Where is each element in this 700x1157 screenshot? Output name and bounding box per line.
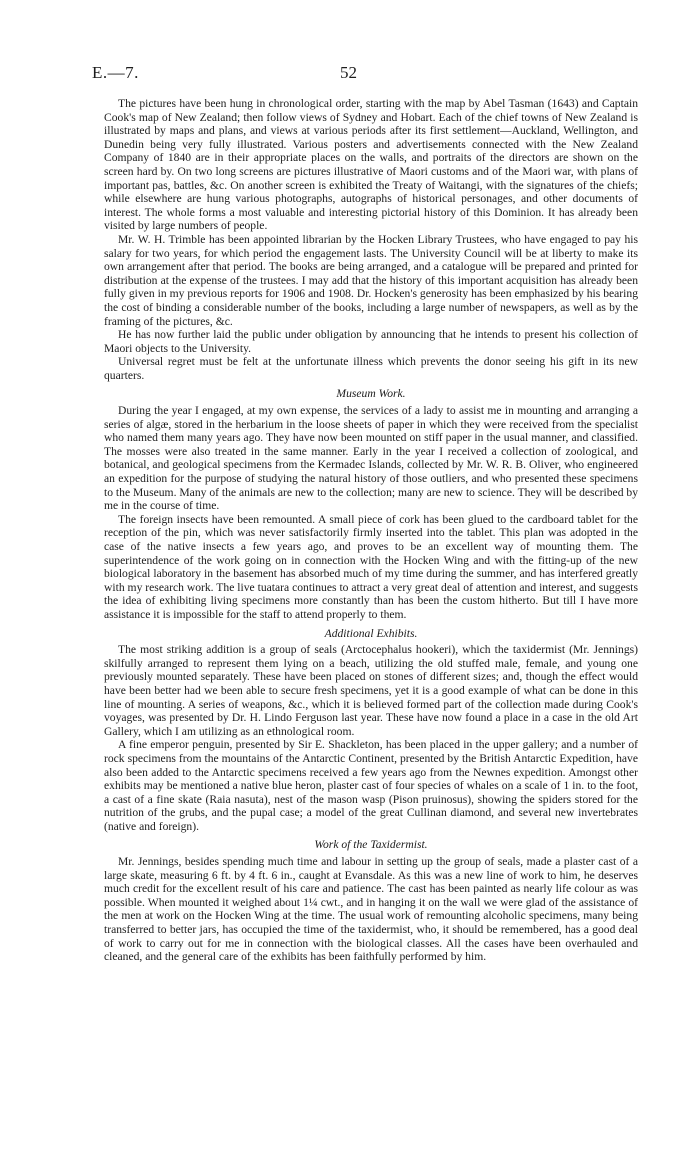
paragraph-seals: The most striking addition is a group of seals (Arctocephalus hookeri), which the taxidermist (Mr. Jennings) skilfully arranged to represent them lying on a beach, utilizing the old stuffed male, female, and young one previously mounted separately. These have been placed on stones of different sizes; and, though the effect would have been better had we been able to secure fresh specimens, yet it is a good example of what can be done in this line of mounting. A series of weapons, &c., which it is believed formed part of the collection made during Cook's voyages, was presented by Dr. H. Lindo Ferguson last year. These have now found a place in a case in the old Art Gallery, which I am utilizing as an ethnological room. [104,643,638,738]
page-header [92,63,612,85]
document-body [104,97,638,964]
section-heading-museum-work: Museum Work. [336,387,406,401]
page-number: 52 [340,63,357,82]
paragraph-maori-collection: He has now further laid the public under obligation by announcing that he intends to present his collection of Maori objects to the University. [104,328,638,355]
paragraph-librarian: Mr. W. H. Trimble has been appointed librarian by the Hocken Library Trustees, who have engaged to pay his salary for two years, for which period the engagement lasts. The University Council will be at liberty to make its own arrangement after that period. The books are being arranged, and a catalogue will be prepared and printed for distribution at the expense of the trustees. I may add that the history of this important acquisition has already been fully given in my previous reports for 1906 and 1908. Dr. Hocken's generosity has been emphasized by his bearing the cost of binding a considerable number of the books, including a large number of newspapers, as well as by the framing of the pictures, &c. [104,232,638,328]
section-heading-taxidermist: Work of the Taxidermist. [314,838,428,852]
paragraph-jennings: Mr. Jennings, besides spending much time and labour in setting up the group of seals, made a plaster cast of a large skate, measuring 6 ft. by 4 ft. 6 in., caught at Evansdale. As this was a new line of work to him, he deserves much credit for the excellent result of his care and patience. The cast has been painted as nearly life colour as was possible. When mounted it weighed about 1¼ cwt., and in hanging it on the wall we were glad of the assistance of the men at work on the Hocken Wing at the time. The usual work of remounting alcoholic specimens, many being transferred to better jars, has occupied the time of the taxidermist, who, it should be remembered, has a good deal of work to carry out for me in connection with the biological classes. All the cases have been overhauled and cleaned, and the general care of the exhibits has been faithfully performed by him. [104,855,638,964]
paragraph-penguin: A fine emperor penguin, presented by Sir E. Shackleton, has been placed in the upper gallery; and a number of rock specimens from the mountains of the Antarctic Continent, presented by the British Antarctic Expedition, have also been added to the Antarctic specimens received a few years ago from the Newnes expedition. Amongst other exhibits may be mentioned a native blue heron, plaster cast of four species of whales on a scale of 1 in. to the foot, a cast of a fine skate (Raia nasuta), nest of the mason wasp (Pison pruinosus), showing the spiders stored for the nutrition of the grubs, and the pupal case; a model of the great Cullinan diamond, and several new invertebrates (native and foreign). [104,738,638,833]
paragraph-regret: Universal regret must be felt at the unfortunate illness which prevents the donor seeing his gift in its new quarters. [104,355,638,382]
section-heading-additional-exhibits: Additional Exhibits. [324,626,418,640]
paragraph-pictures: The pictures have been hung in chronological order, starting with the map by Abel Tasman (1643) and Captain Cook's map of New Zealand; then follow views of Sydney and Hobart. Each of the chief towns of New Zealand is illustrated by maps and plans, and views at various periods after its first settlement—Auckland, Wellington, and Dunedin being very fully illustrated. Various posters and advertisements connected with the New Zealand Company of 1840 are in their appropriate places on the walls, and portraits of the directors are shown on the screen hard by. On two long screens are pictures illustrative of Maori customs and of the Maori war, with plans of important pas, battles, &c. On another screen is exhibited the Treaty of Waitangi, with the signatures of the chiefs; while elsewhere are hung various photographs, autographs of historical personages, and other documents of interest. The whole forms a most valuable and interesting pictorial history of this Dominion. It has already been visited by large numbers of people. [104,97,638,233]
paragraph-insects: The foreign insects have been remounted. A small piece of cork has been glued to the cardboard tablet for the reception of the pin, which was never satisfactorily firmly inserted into the tablet. This plan was adopted in the case of the native insects a few years ago, and proves to be an excellent way of mounting them. The superintendence of the work going on in connection with the Hocken Wing and with the fitting-up of the new biological laboratory in the basement has absorbed much of my time during the summer, and has interfered greatly with my research work. The live tuatara continues to attract a very great deal of attention and interest, and suggests the idea of exhibiting living specimens more constantly than has been the custom hitherto. But till I have more assistance it is impossible for the staff to attend properly to them. [104,512,638,621]
paragraph-algae: During the year I engaged, at my own expense, the services of a lady to assist me in mounting and arranging a series of algæ, stored in the herbarium in the loose sheets of paper in which they were received from the specialist who named them many years ago. They have now been mounted on stiff paper in the usual manner, and classified. The mosses were also treated in the same manner. Early in the year I received a collection of zoological, and botanical, and geological specimens from the Kermadec Islands, collected by Mr. W. R. B. Oliver, who engineered an expedition for the purpose of studying the natural history of those outliers, and who presented these specimens to the Museum. Many of the animals are new to the collection; many are new to science. They will be described by me in the course of time. [104,404,638,513]
report-code: E.—7. [92,63,139,82]
